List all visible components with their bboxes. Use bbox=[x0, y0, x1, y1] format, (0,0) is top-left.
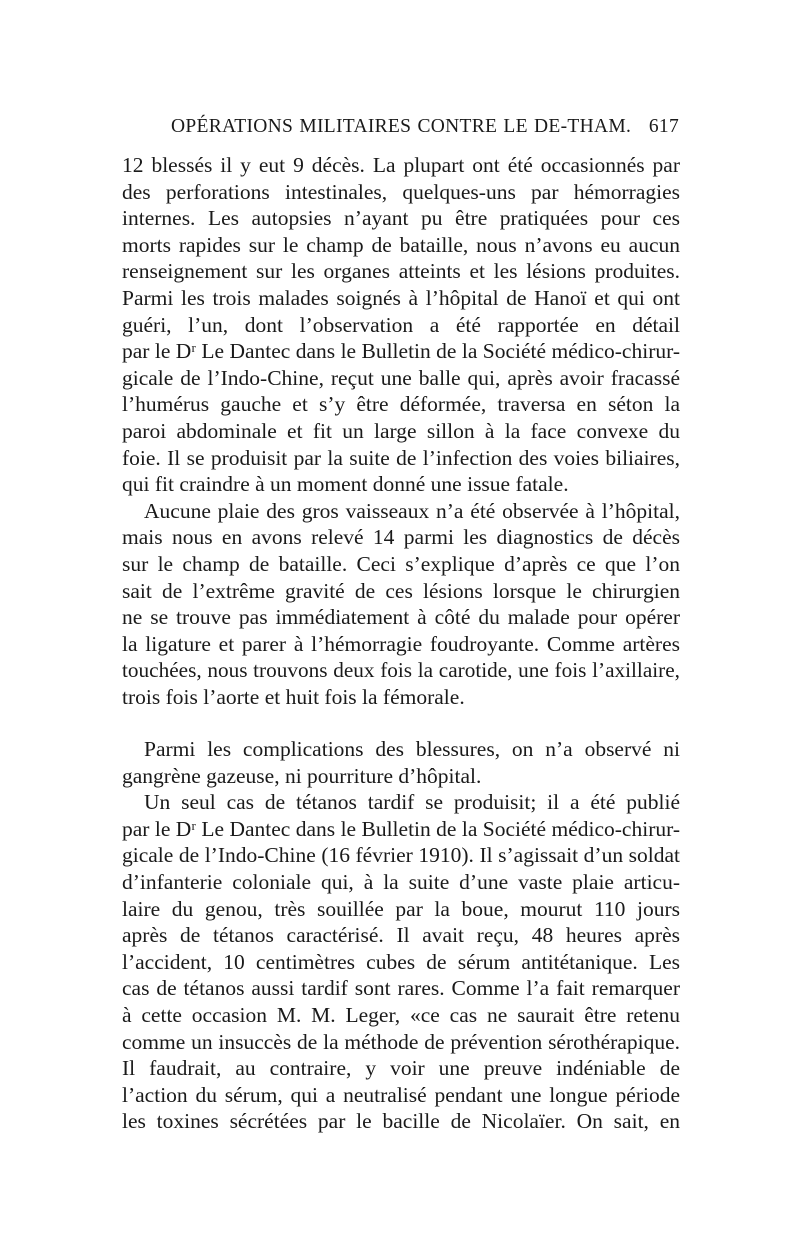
text-line: ne se trouve pas immédiatement à côté du malade pour opérer bbox=[122, 605, 680, 630]
running-header bbox=[171, 116, 679, 138]
text-line: foie. Il se produisit par la suite de l’infection des voies biliaires, bbox=[122, 445, 680, 470]
text-line: l’action du sérum, qui a neutralisé pendant une longue période bbox=[122, 1082, 680, 1107]
text-line: gangrène gazeuse, ni pourriture d’hôpital. bbox=[122, 763, 482, 788]
text-line: d’infanterie coloniale qui, à la suite d’une vaste plaie articu- bbox=[122, 869, 680, 894]
text-line: les toxines sécrétées par le bacille de Nicolaïer. On sait, en bbox=[122, 1109, 680, 1134]
text-line: après de tétanos caractérisé. Il avait reçu, 48 heures après bbox=[122, 923, 680, 948]
text-line: internes. Les autopsies n’ayant pu être pratiquées pour ces bbox=[122, 206, 680, 231]
text-line: paroi abdominale et fit un large sillon à la face convexe du bbox=[122, 418, 680, 443]
text-line: Il faudrait, au contraire, y voir une preuve indéniable de bbox=[122, 1056, 680, 1081]
text-line: trois fois l’aorte et huit fois la fémorale. bbox=[122, 684, 465, 709]
text-line: laire du genou, très souillée par la boue, mourut 110 jours bbox=[122, 896, 680, 921]
text-line: par le Dʳ Le Dantec dans le Bulletin de la Société médico-chirur- bbox=[122, 339, 680, 364]
text-line: l’accident, 10 centimètres cubes de sérum antitétanique. Les bbox=[122, 949, 680, 974]
text-line: Un seul cas de tétanos tardif se produisit; il a été publié bbox=[144, 790, 680, 815]
text-line: à cette occasion M. M. Leger, «ce cas ne saurait être retenu bbox=[122, 1002, 680, 1027]
text-line: Parmi les complications des blessures, on n’a observé ni bbox=[144, 737, 680, 761]
text-block-1 bbox=[122, 152, 680, 710]
text-line: mais nous en avons relevé 14 parmi les diagnostics de décès bbox=[122, 525, 680, 550]
text-line: sur le champ de bataille. Ceci s’explique d’après ce que l’on bbox=[122, 551, 680, 576]
page-number: 617 bbox=[648, 116, 679, 137]
text-line: la ligature et parer à l’hémorragie foudroyante. Comme artères bbox=[122, 631, 680, 656]
text-block-2 bbox=[122, 736, 680, 1135]
text-line: sait de l’extrême gravité de ces lésions lorsque le chirurgien bbox=[122, 578, 680, 603]
text-line: touchées, nous trouvons deux fois la carotide, une fois l’axillaire, bbox=[122, 658, 680, 683]
text-line: comme un insuccès de la méthode de prévention sérothérapique. bbox=[122, 1029, 680, 1054]
text-line: renseignement sur les organes atteints et les lésions produites. bbox=[122, 259, 680, 284]
text-line: Aucune plaie des gros vaisseaux n’a été observée à l’hôpital, bbox=[144, 498, 680, 523]
text-line: par le Dʳ Le Dantec dans le Bulletin de la Société médico-chirur- bbox=[122, 816, 680, 841]
text-line: guéri, l’un, dont l’observation a été rapportée en détail bbox=[122, 312, 680, 337]
text-line: 12 blessés il y eut 9 décès. La plupart ont été occasionnés par bbox=[122, 153, 680, 177]
text-line: Parmi les trois malades soignés à l’hôpital de Hanoï et qui ont bbox=[122, 285, 680, 310]
text-line: l’humérus gauche et s’y être déformée, traversa en séton la bbox=[122, 392, 680, 417]
text-line: qui fit craindre à un moment donné une issue fatale. bbox=[122, 472, 569, 497]
text-line: gicale de l’Indo-Chine, reçut une balle qui, après avoir fracassé bbox=[122, 365, 680, 390]
text-line: gicale de l’Indo-Chine (16 février 1910). Il s’agissait d’un soldat bbox=[122, 843, 680, 868]
text-line: des perforations intestinales, quelques-uns par hémorragies bbox=[122, 179, 680, 204]
header-title: OPÉRATIONS MILITAIRES CONTRE LE DE-THAM. bbox=[171, 116, 632, 137]
text-line: morts rapides sur le champ de bataille, nous n’avons eu aucun bbox=[122, 232, 680, 257]
text-line: cas de tétanos aussi tardif sont rares. Comme l’a fait remarquer bbox=[122, 976, 680, 1001]
